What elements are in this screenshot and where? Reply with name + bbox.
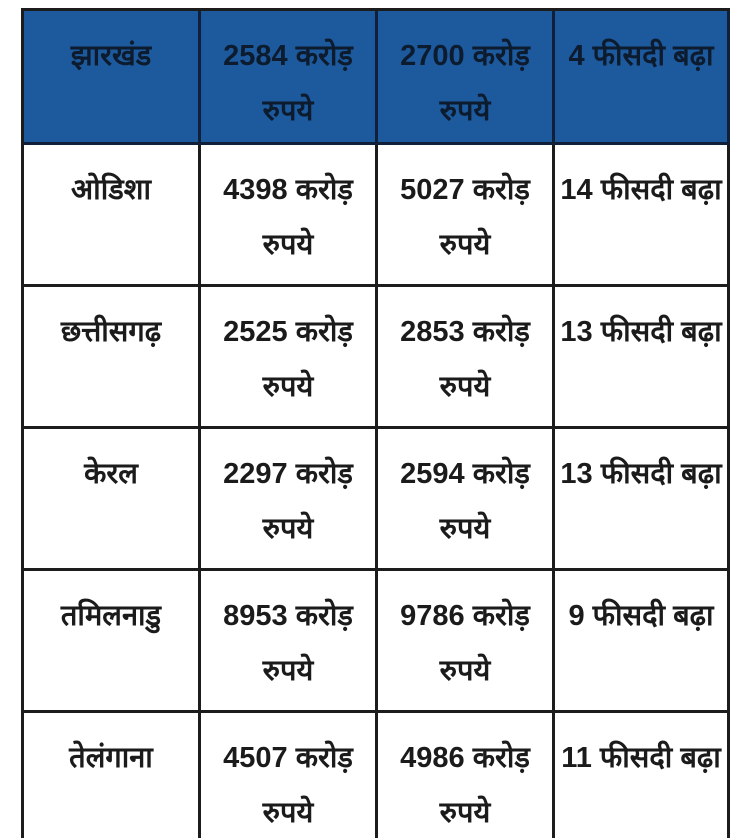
state-name: केरल	[84, 458, 138, 490]
header-curr-amount-cell	[378, 11, 555, 145]
change-cell	[555, 712, 730, 838]
state-name: झारखंड	[70, 40, 152, 72]
state-name: छत्तीसगढ़	[60, 316, 162, 348]
amount-value: 4398 करोड़	[223, 174, 353, 206]
prev-amount-cell	[201, 145, 378, 287]
amount-unit: रुपये	[439, 95, 491, 127]
state-cell	[24, 571, 201, 713]
percent-change: 4 फीसदी बढ़ा	[568, 40, 714, 72]
state-cell	[24, 712, 201, 838]
percent-change: 9 फीसदी बढ़ा	[568, 600, 714, 632]
table-row	[24, 713, 730, 838]
amount-unit: रुपये	[262, 371, 314, 403]
amount-value: 4986 करोड़	[400, 742, 530, 774]
state-name: तेलंगाना	[69, 742, 153, 774]
amount-value: 2700 करोड़	[400, 40, 530, 72]
amount-unit: रुपये	[262, 513, 314, 545]
state-cell	[24, 145, 201, 287]
amount-unit: रुपये	[439, 229, 491, 261]
amount-value: 9786 करोड़	[400, 600, 530, 632]
state-cell	[24, 287, 201, 429]
amount-value: 2525 करोड़	[223, 316, 353, 348]
prev-amount-cell	[201, 287, 378, 429]
curr-amount-cell	[378, 571, 555, 713]
amount-unit: रुपये	[262, 797, 314, 829]
table-row	[24, 429, 730, 571]
header-state-cell	[24, 11, 201, 145]
state-name: ओडिशा	[71, 174, 151, 206]
prev-amount-cell	[201, 712, 378, 838]
curr-amount-cell	[378, 145, 555, 287]
amount-unit: रुपये	[439, 371, 491, 403]
table-header-row	[24, 11, 730, 145]
change-cell	[555, 571, 730, 713]
amount-value: 8953 करोड़	[223, 600, 353, 632]
amount-value: 5027 करोड़	[400, 174, 530, 206]
amount-unit: रुपये	[439, 797, 491, 829]
amount-value: 2297 करोड़	[223, 458, 353, 490]
amount-value: 4507 करोड़	[223, 742, 353, 774]
change-cell	[555, 145, 730, 287]
amount-value: 2853 करोड़	[400, 316, 530, 348]
change-cell	[555, 287, 730, 429]
prev-amount-cell	[201, 429, 378, 571]
amount-unit: रुपये	[262, 655, 314, 687]
percent-change: 11 फीसदी बढ़ा	[561, 742, 721, 774]
header-prev-amount-cell	[201, 11, 378, 145]
percent-change: 13 फीसदी बढ़ा	[560, 316, 722, 348]
states-revenue-table	[21, 8, 730, 838]
amount-unit: रुपये	[439, 513, 491, 545]
table-row	[24, 571, 730, 713]
amount-unit: रुपये	[262, 95, 314, 127]
amount-unit: रुपये	[262, 229, 314, 261]
curr-amount-cell	[378, 287, 555, 429]
curr-amount-cell	[378, 712, 555, 838]
amount-value: 2584 करोड़	[223, 40, 353, 72]
state-name: तमिलनाडु	[60, 600, 162, 632]
header-change-cell	[555, 11, 730, 145]
amount-value: 2594 करोड़	[400, 458, 530, 490]
curr-amount-cell	[378, 429, 555, 571]
change-cell	[555, 429, 730, 571]
percent-change: 14 फीसदी बढ़ा	[560, 174, 722, 206]
percent-change: 13 फीसदी बढ़ा	[560, 458, 722, 490]
prev-amount-cell	[201, 571, 378, 713]
state-cell	[24, 429, 201, 571]
table-row	[24, 145, 730, 287]
table-row	[24, 287, 730, 429]
amount-unit: रुपये	[439, 655, 491, 687]
